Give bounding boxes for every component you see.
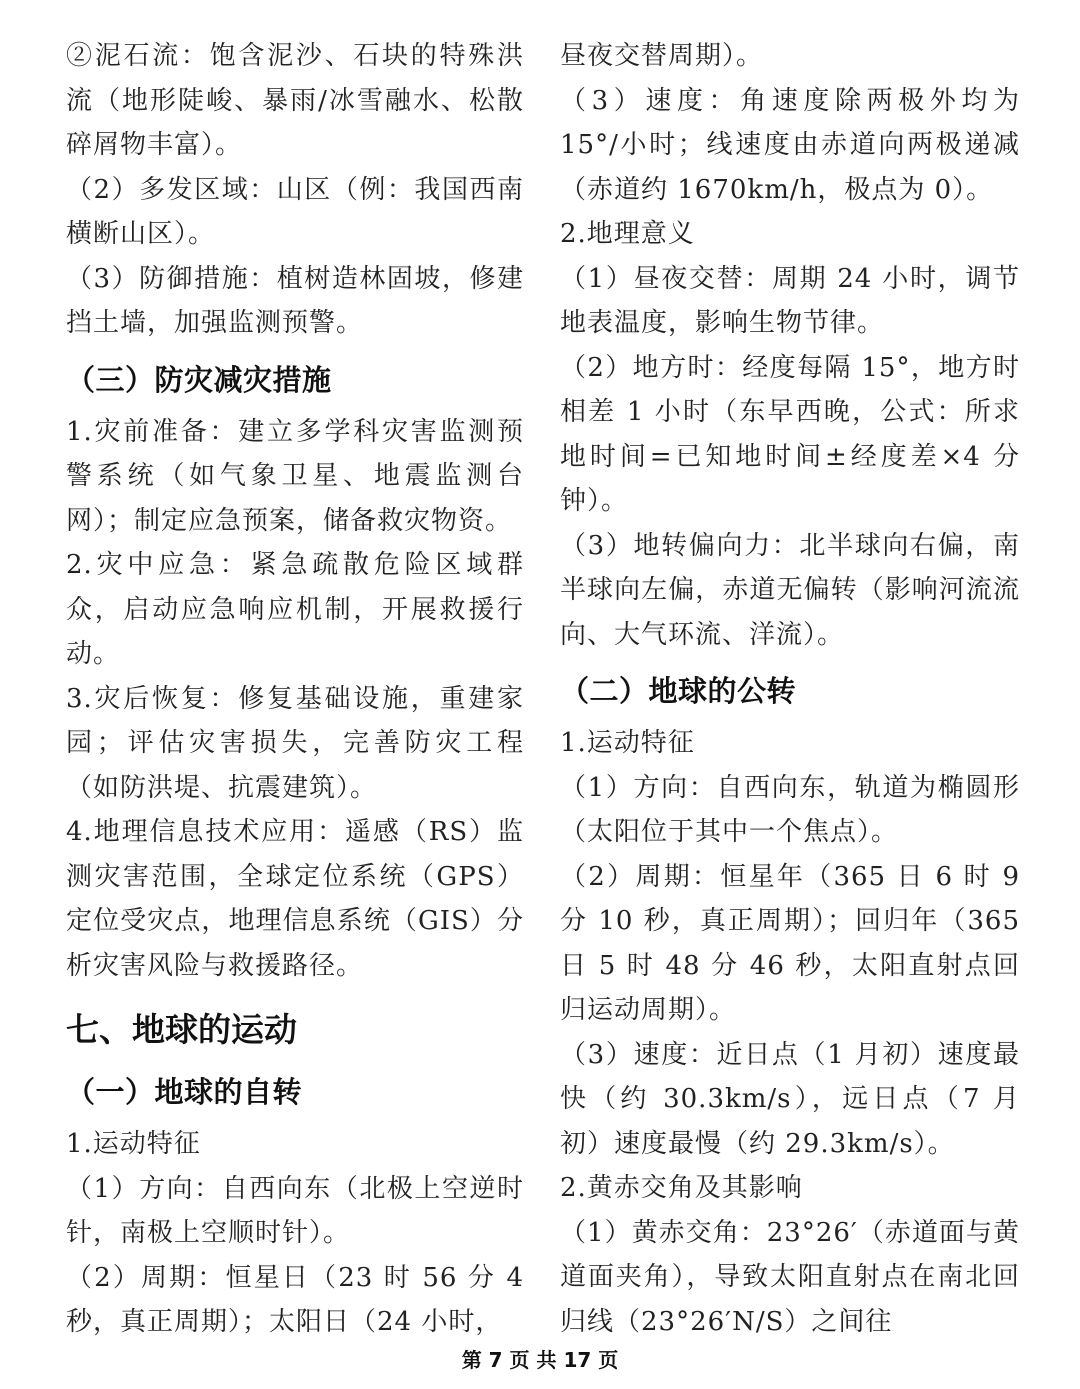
paragraph: 1.灾前准备：建立多学科灾害监测预警系统（如气象卫星、地震监测台网）；制定应急预案，储备救灾物资。: [66, 416, 524, 536]
paragraph: 3.灾后恢复：修复基础设施，重建家园；评估灾害损失，完善防灾工程（如防洪堤、抗震建筑）。: [66, 683, 524, 803]
paragraph: 昼夜交替周期）。: [560, 41, 764, 71]
paragraph: 4.地理信息技术应用：遥感（RS）监测灾害范围，全球定位系统（GPS）定位受灾点，地理信息系统（GIS）分析灾害风险与救援路径。: [66, 817, 524, 981]
chapter-heading: 七、地球的运动: [66, 1010, 297, 1049]
paragraph: 2.灾中应急：紧急疏散危险区域群众，启动应急响应机制，开展救援行动。: [66, 550, 524, 669]
paragraph: （1）方向：自西向东，轨道为椭圆形（太阳位于其中一个焦点）。: [560, 772, 1020, 847]
paragraph: ②泥石流：饱含泥沙、石块的特殊洪流（地形陡峻、暴雨/冰雪融水、松散碎屑物丰富）。: [66, 41, 524, 160]
paragraph: （1）方向：自西向东（北极上空逆时针，南极上空顺时针）。: [66, 1173, 524, 1248]
paragraph: （2）地方时：经度每隔 15°，地方时相差 1 小时（东早西晚，公式：所求地时间=已知地时间±经度差×4 分钟）。: [560, 352, 1020, 516]
paragraph: （3）速度：角速度除两极外均为 15°/小时；线速度由赤道向两极递减（赤道约 1670km/h，极点为 0）。: [560, 85, 1020, 205]
paragraph: （3）速度：近日点（1 月初）速度最快（约 30.3km/s），远日点（7 月初）速度最慢（约 29.3km/s）。: [560, 1039, 1020, 1159]
paragraph: （1）黄赤交角：23°26′（赤道面与黄道面夹角），导致太阳直射点在南北回归线（23°26′N/S）之间往: [560, 1217, 1020, 1337]
page-number: 第 7 页 共 17 页: [461, 1348, 619, 1372]
paragraph: 1.运动特征: [560, 728, 695, 758]
right-column: [560, 34, 1020, 1344]
paragraph: （2）多发区域：山区（例：我国西南横断山区）。: [66, 174, 524, 249]
paragraph: （1）昼夜交替：周期 24 小时，调节地表温度，影响生物节律。: [560, 263, 1020, 338]
paragraph: （3）地转偏向力：北半球向右偏，南半球向左偏，赤道无偏转（影响河流流向、大气环流、洋流）。: [560, 530, 1020, 650]
section-heading: （二）地球的公转: [560, 674, 797, 708]
left-column: [66, 34, 524, 1345]
paragraph: 2.黄赤交角及其影响: [560, 1173, 803, 1203]
paragraph: （3）防御措施：植树造林固坡，修建挡土墙，加强监测预警。: [66, 263, 524, 338]
section-heading: （一）地球的自转: [66, 1075, 303, 1109]
paragraph: 2.地理意义: [560, 219, 695, 249]
paragraph: 1.运动特征: [66, 1129, 201, 1159]
paragraph: （2）周期：恒星日（23 时 56 分 4 秒，真正周期）；太阳日（24 小时，: [66, 1262, 524, 1337]
section-heading: （三）防灾减灾措施: [66, 362, 332, 397]
paragraph: （2）周期：恒星年（365 日 6 时 9 分 10 秒，真正周期）；回归年（365 日 5 时 48 分 46 秒，太阳直射点回归运动周期）。: [560, 861, 1020, 1025]
